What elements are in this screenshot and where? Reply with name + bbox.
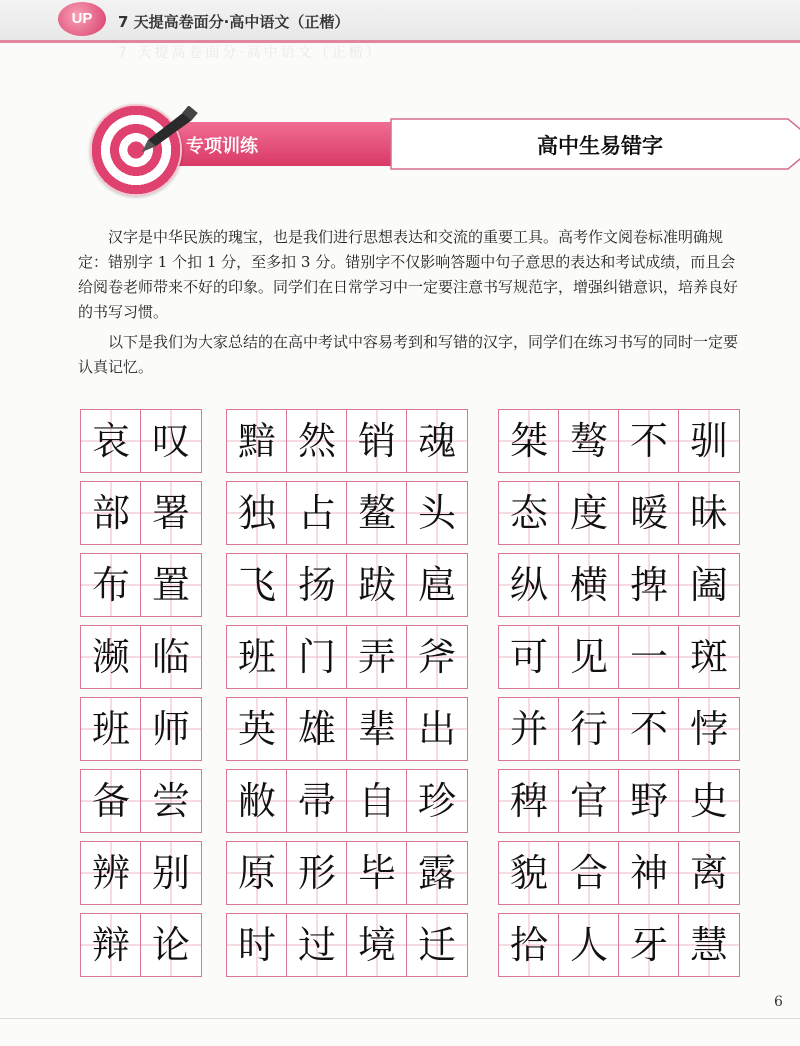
practice-cell xyxy=(619,554,679,616)
character: 辨 xyxy=(91,851,130,895)
word-group xyxy=(226,769,468,833)
practice-cell xyxy=(287,770,347,832)
character: 毕 xyxy=(357,851,396,895)
practice-cell xyxy=(619,914,679,976)
word-group xyxy=(80,841,202,905)
character: 暧 xyxy=(629,491,668,535)
character: 不 xyxy=(629,419,668,463)
character: 人 xyxy=(569,923,608,967)
practice-cell xyxy=(619,626,679,688)
practice-cell xyxy=(287,482,347,544)
practice-cell xyxy=(499,698,559,760)
character: 不 xyxy=(629,707,668,751)
character: 鳌 xyxy=(357,491,396,535)
practice-cell xyxy=(407,770,467,832)
character: 敝 xyxy=(237,779,276,823)
word-group xyxy=(498,481,740,545)
character: 辩 xyxy=(91,923,130,967)
practice-cell xyxy=(227,410,287,472)
character: 牙 xyxy=(629,923,668,967)
character: 境 xyxy=(357,923,396,967)
word-group xyxy=(226,697,468,761)
practice-cell xyxy=(81,410,141,472)
practice-cell xyxy=(227,698,287,760)
practice-cell xyxy=(347,482,407,544)
character: 署 xyxy=(151,491,190,535)
character: 捭 xyxy=(629,563,668,607)
character: 神 xyxy=(629,851,668,895)
character: 扬 xyxy=(297,563,336,607)
practice-cell xyxy=(619,698,679,760)
practice-cell xyxy=(559,698,619,760)
practice-cell xyxy=(407,626,467,688)
practice-cell xyxy=(81,770,141,832)
practice-cell xyxy=(287,698,347,760)
character: 貌 xyxy=(509,851,548,895)
word-group xyxy=(226,625,468,689)
character: 一 xyxy=(629,635,668,679)
practice-cell xyxy=(679,842,739,904)
character: 魂 xyxy=(417,419,456,463)
practice-cell xyxy=(347,842,407,904)
character: 斑 xyxy=(689,635,728,679)
word-group xyxy=(498,913,740,977)
character: 门 xyxy=(297,635,336,679)
character: 师 xyxy=(151,707,190,751)
character: 独 xyxy=(237,491,276,535)
practice-cell xyxy=(619,482,679,544)
character: 斧 xyxy=(417,635,456,679)
character: 桀 xyxy=(509,419,548,463)
practice-cell xyxy=(81,914,141,976)
practice-cell xyxy=(499,482,559,544)
character: 见 xyxy=(569,635,608,679)
practice-cell xyxy=(141,698,201,760)
character: 原 xyxy=(237,851,276,895)
word-group xyxy=(80,769,202,833)
character: 置 xyxy=(151,563,190,607)
practice-cell xyxy=(679,410,739,472)
character: 飞 xyxy=(237,563,276,607)
practice-cell xyxy=(81,482,141,544)
practice-cell xyxy=(559,626,619,688)
character: 史 xyxy=(689,779,728,823)
practice-cell xyxy=(499,842,559,904)
practice-cell xyxy=(407,842,467,904)
word-group xyxy=(226,409,468,473)
character: 阖 xyxy=(689,563,728,607)
practice-cell xyxy=(81,626,141,688)
section-banner xyxy=(90,104,750,178)
practice-cell xyxy=(679,554,739,616)
character: 布 xyxy=(91,563,130,607)
practice-cell xyxy=(559,842,619,904)
practice-cell xyxy=(287,410,347,472)
practice-cell xyxy=(227,842,287,904)
practice-cell xyxy=(347,626,407,688)
word-group xyxy=(80,553,202,617)
practice-cell xyxy=(559,770,619,832)
character: 可 xyxy=(509,635,548,679)
character: 纵 xyxy=(509,563,548,607)
character: 时 xyxy=(237,923,276,967)
word-group xyxy=(498,769,740,833)
practice-cell xyxy=(499,914,559,976)
practice-cell xyxy=(141,626,201,688)
page-number: 6 xyxy=(774,994,783,1010)
word-group xyxy=(80,409,202,473)
practice-cell xyxy=(141,842,201,904)
character: 拾 xyxy=(509,923,548,967)
character: 形 xyxy=(297,851,336,895)
page-header xyxy=(0,0,800,43)
word-group xyxy=(498,697,740,761)
practice-cell xyxy=(679,698,739,760)
character: 扈 xyxy=(417,563,456,607)
word-group xyxy=(80,481,202,545)
practice-cell xyxy=(407,554,467,616)
practice-cell xyxy=(141,410,201,472)
character: 班 xyxy=(237,635,276,679)
practice-cell xyxy=(499,554,559,616)
pen-icon xyxy=(132,106,200,158)
practice-cell xyxy=(287,626,347,688)
practice-cell xyxy=(81,554,141,616)
character: 部 xyxy=(91,491,130,535)
practice-cell xyxy=(407,410,467,472)
character: 并 xyxy=(509,707,548,751)
character: 离 xyxy=(689,851,728,895)
book-title: 7 天提高卷面分·高中语文（正楷） xyxy=(118,13,350,31)
instruction-paragraph: 以下是我们为大家总结的在高中考试中容易考到和写错的汉字，同学们在练习书写的同时一定要认真记忆。 xyxy=(78,333,739,376)
word-group xyxy=(80,697,202,761)
character: 帚 xyxy=(297,779,336,823)
character: 露 xyxy=(417,851,456,895)
practice-cell xyxy=(227,482,287,544)
word-group xyxy=(226,841,468,905)
character: 销 xyxy=(357,419,396,463)
character: 别 xyxy=(151,851,190,895)
practice-cell xyxy=(679,770,739,832)
character: 横 xyxy=(569,563,608,607)
character: 自 xyxy=(357,779,396,823)
practice-cell xyxy=(679,626,739,688)
character: 然 xyxy=(297,419,336,463)
character: 班 xyxy=(91,707,130,751)
practice-cell xyxy=(619,770,679,832)
practice-cell xyxy=(499,626,559,688)
character: 过 xyxy=(297,923,336,967)
word-group xyxy=(226,913,468,977)
practice-cell xyxy=(141,482,201,544)
practice-cell xyxy=(559,410,619,472)
practice-cell xyxy=(81,698,141,760)
character: 雄 xyxy=(297,707,336,751)
practice-cell xyxy=(559,554,619,616)
practice-cell xyxy=(347,914,407,976)
word-group xyxy=(498,553,740,617)
character: 头 xyxy=(417,491,456,535)
practice-cell xyxy=(227,914,287,976)
practice-cell xyxy=(141,554,201,616)
character: 出 xyxy=(417,707,456,751)
practice-cell xyxy=(347,410,407,472)
practice-cell xyxy=(287,554,347,616)
practice-cell xyxy=(619,410,679,472)
character: 黯 xyxy=(237,419,276,463)
character: 论 xyxy=(151,923,190,967)
character: 叹 xyxy=(151,419,190,463)
character: 慧 xyxy=(689,923,728,967)
character: 英 xyxy=(237,707,276,751)
practice-cell xyxy=(559,914,619,976)
character: 濒 xyxy=(91,635,130,679)
practice-cell xyxy=(347,698,407,760)
practice-cell xyxy=(227,554,287,616)
word-group xyxy=(498,409,740,473)
intro-paragraph: 汉字是中华民族的瑰宝，也是我们进行思想表达和交流的重要工具。高考作文阅卷标准明确规定：错别字 1 个扣 1 分，至多扣 3 分。错别字不仅影响答题中句子意思的表达和考试成绩，而且会给阅卷老师带来不好的印象。同学们在日常学习中一定要注意书写规范字，增强纠错意识，培养良好的书写习惯。 xyxy=(78,228,739,321)
practice-cell xyxy=(227,770,287,832)
character: 昧 xyxy=(689,491,728,535)
word-group xyxy=(80,913,202,977)
footer-rule xyxy=(0,1018,800,1019)
practice-cell xyxy=(141,770,201,832)
character: 悖 xyxy=(689,707,728,751)
practice-cell xyxy=(347,770,407,832)
character: 稗 xyxy=(509,779,548,823)
word-group xyxy=(498,625,740,689)
character: 占 xyxy=(297,491,336,535)
character: 合 xyxy=(569,851,608,895)
practice-cell xyxy=(679,914,739,976)
section-title: 高中生易错字 xyxy=(537,134,663,158)
up-logo: UP xyxy=(58,2,106,36)
bleed-through-text: 7 天提高卷面分·高中语文（正楷） xyxy=(118,45,383,61)
character: 行 xyxy=(569,707,608,751)
word-group xyxy=(226,481,468,545)
practice-cell xyxy=(499,410,559,472)
character: 临 xyxy=(151,635,190,679)
character: 态 xyxy=(509,491,548,535)
character: 珍 xyxy=(417,779,456,823)
section-tag-label: 专项训练 xyxy=(186,136,258,157)
character: 驯 xyxy=(689,419,728,463)
word-group xyxy=(498,841,740,905)
character: 备 xyxy=(91,779,130,823)
character: 官 xyxy=(569,779,608,823)
character: 尝 xyxy=(151,779,190,823)
practice-cell xyxy=(347,554,407,616)
practice-cell xyxy=(407,914,467,976)
practice-cell xyxy=(227,626,287,688)
practice-cell xyxy=(619,842,679,904)
word-group xyxy=(80,625,202,689)
practice-cell xyxy=(499,770,559,832)
practice-cell xyxy=(141,914,201,976)
character: 辈 xyxy=(357,707,396,751)
word-group xyxy=(226,553,468,617)
practice-cell xyxy=(559,482,619,544)
character: 野 xyxy=(629,779,668,823)
practice-cell xyxy=(679,482,739,544)
character: 迁 xyxy=(417,923,456,967)
practice-cell xyxy=(407,482,467,544)
character: 骜 xyxy=(569,419,608,463)
practice-cell xyxy=(287,914,347,976)
practice-cell xyxy=(407,698,467,760)
character: 跋 xyxy=(357,563,396,607)
character: 弄 xyxy=(357,635,396,679)
practice-cell xyxy=(287,842,347,904)
character: 度 xyxy=(569,491,608,535)
practice-cell xyxy=(81,842,141,904)
character: 哀 xyxy=(91,419,130,463)
